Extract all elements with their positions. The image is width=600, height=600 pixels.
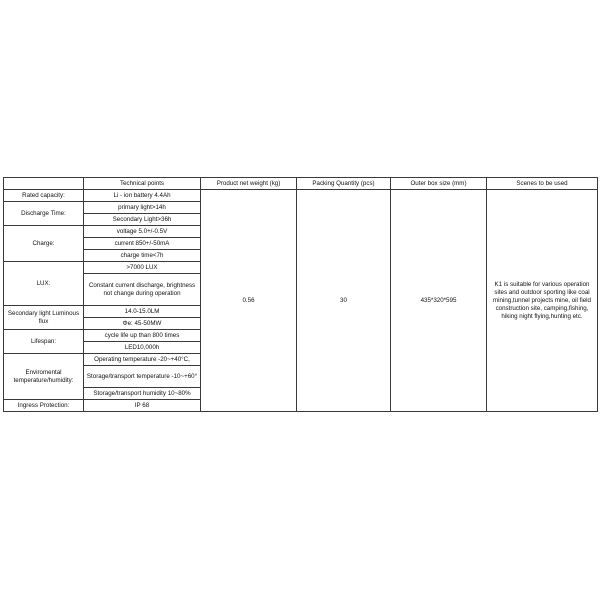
- value-led-life: LED10,000h: [84, 342, 201, 354]
- label-lux: LUX:: [4, 262, 84, 306]
- header-row: [4, 178, 598, 190]
- value-operating-temp: Operating temperature -20~+40°C,: [84, 354, 201, 366]
- value-packing-quantity: 30: [297, 190, 391, 412]
- label-lifespan: Lifespan:: [4, 330, 84, 354]
- value-secondary-light: Secondary Light>36h: [84, 214, 201, 226]
- label-rated-capacity: Rated capacity:: [4, 190, 84, 202]
- header-param: [4, 178, 84, 190]
- value-storage-humidity: Storage/transport humidity 10~80%: [84, 388, 201, 400]
- value-net-weight: 0.56: [201, 190, 297, 412]
- spec-table: [3, 177, 598, 412]
- value-outer-box-size: 435*320*595: [391, 190, 487, 412]
- header-scenes: Scenes to be used: [487, 178, 598, 190]
- value-primary-light: primary light>14h: [84, 202, 201, 214]
- value-flux-mw: Φe: 45-50MW: [84, 318, 201, 330]
- value-ingress-protection: IP 68: [84, 400, 201, 412]
- value-rated-capacity: Li - ion battery 4.4Ah: [84, 190, 201, 202]
- value-storage-temp: Storage/transport temperature -10~+60°: [84, 366, 201, 388]
- value-lux: >7000 LUX: [84, 262, 201, 274]
- table-row: [4, 190, 598, 202]
- header-net-weight: Product net weight (kg): [201, 178, 297, 190]
- header-technical-points: Technical points: [84, 178, 201, 190]
- label-ingress-protection: Ingress Protection:: [4, 400, 84, 412]
- label-discharge-time: Discharge Time:: [4, 202, 84, 226]
- value-charge-time: charge time<7h: [84, 250, 201, 262]
- label-environment: Enviromental temperature/humidity:: [4, 354, 84, 400]
- value-voltage: voltage 5.0+/-0.5V: [84, 226, 201, 238]
- value-flux-lm: 14.0-15.0LM: [84, 306, 201, 318]
- value-current: current 850+/-50mA: [84, 238, 201, 250]
- label-charge: Charge:: [4, 226, 84, 262]
- label-secondary-flux: Secondary light Luminous flux: [4, 306, 84, 330]
- value-cycle-life: cycle life up than 800 times: [84, 330, 201, 342]
- value-lux-note: Constant current discharge, brightness not change during operation: [84, 274, 201, 306]
- header-outer-box-size: Outer box size (mm): [391, 178, 487, 190]
- value-scenes: K1 is suitable for various operation sites and outdoor sporting like coal mining,tunnel projects mine, oil field construction site, camping,fishing, hiking night flying,hunting etc.: [487, 190, 598, 412]
- header-packing-quantity: Packing Quantity (pcs): [297, 178, 391, 190]
